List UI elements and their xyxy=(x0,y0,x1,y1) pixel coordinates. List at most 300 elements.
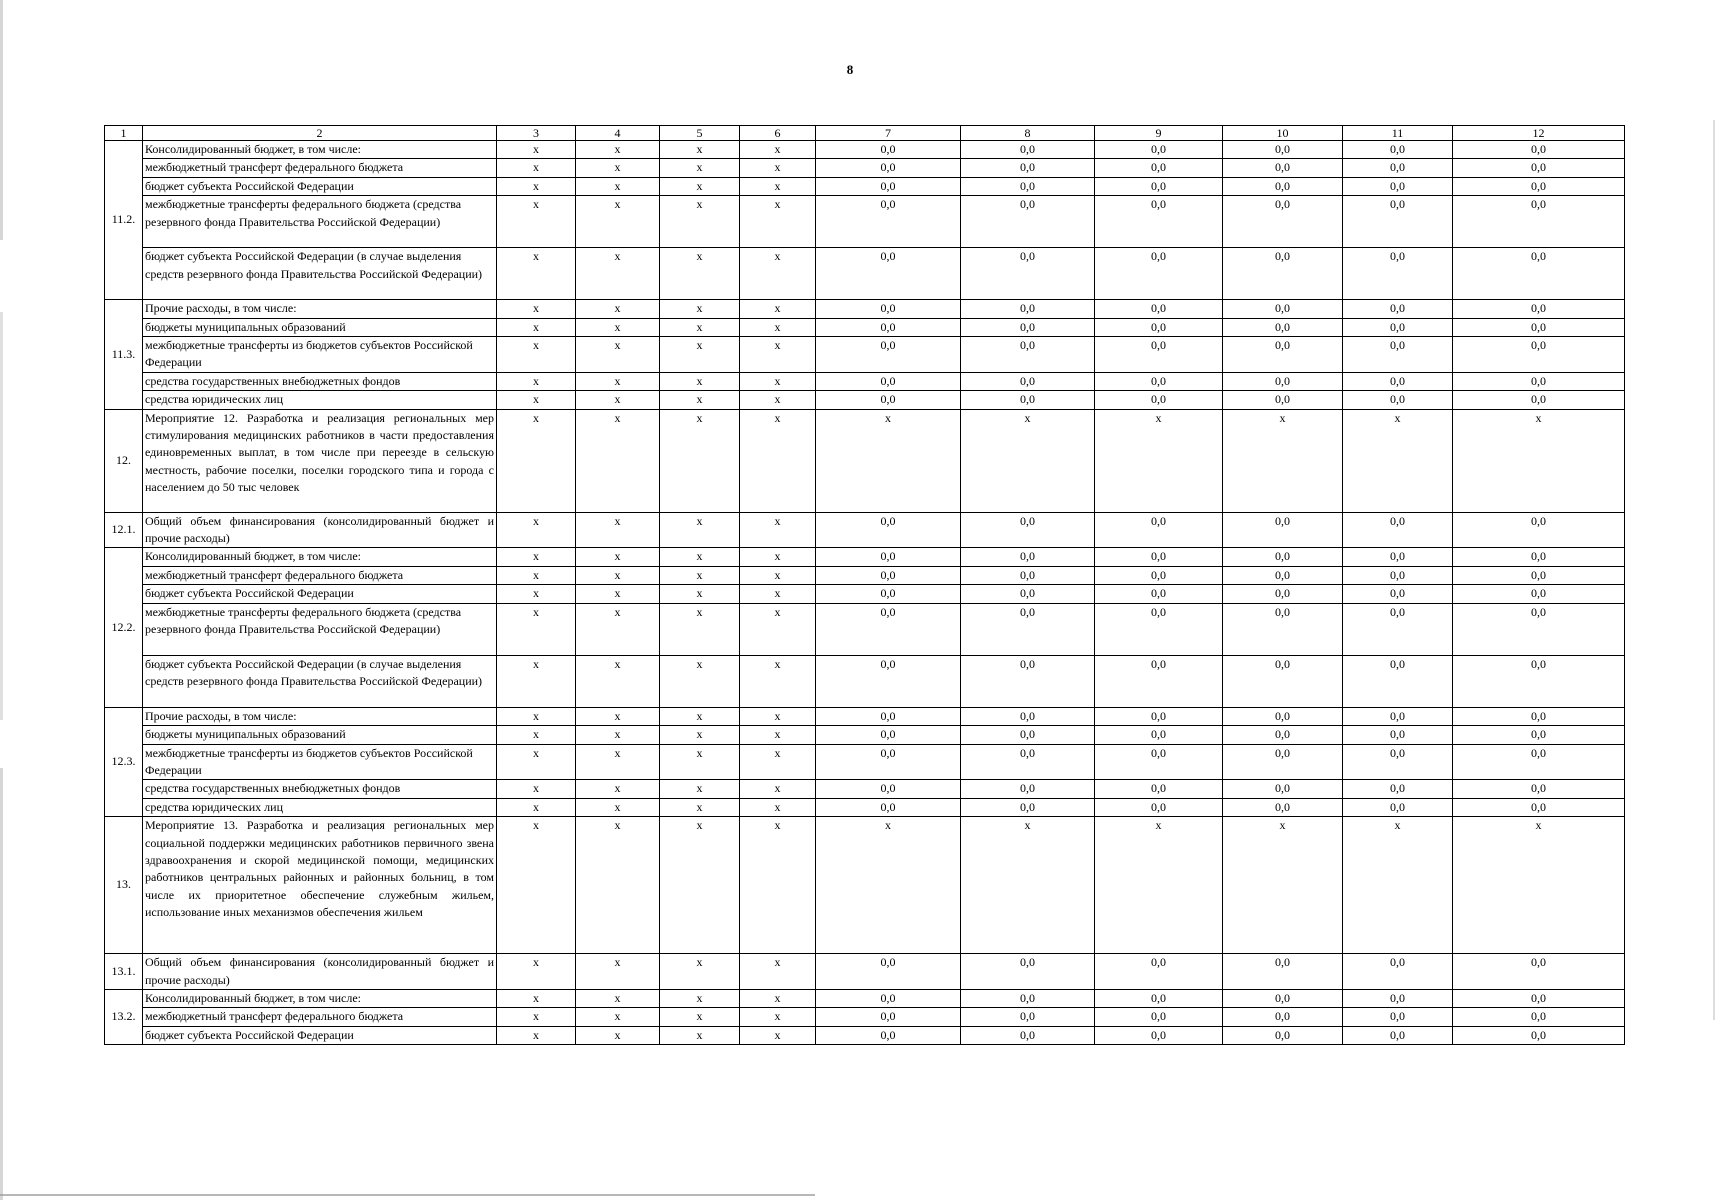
value-cell: 0,0 xyxy=(1223,159,1343,177)
value-cell: x xyxy=(660,726,740,744)
value-cell: x xyxy=(497,1008,576,1026)
value-cell: 0,0 xyxy=(1343,798,1453,816)
value-cell: 0,0 xyxy=(1095,603,1223,655)
value-cell: 0,0 xyxy=(816,512,961,548)
value-cell: x xyxy=(740,585,816,603)
value-cell: 0,0 xyxy=(961,780,1095,798)
value-cell: 0,0 xyxy=(961,548,1095,566)
value-cell: x xyxy=(576,989,660,1007)
value-cell: x xyxy=(497,337,576,373)
value-cell: 0,0 xyxy=(816,744,961,780)
value-cell: x xyxy=(816,409,961,512)
value-cell: 0,0 xyxy=(961,177,1095,195)
value-cell: x xyxy=(497,655,576,707)
value-cell: x xyxy=(740,707,816,725)
value-cell: 0,0 xyxy=(1223,566,1343,584)
value-cell: x xyxy=(497,372,576,390)
value-cell: 0,0 xyxy=(1343,512,1453,548)
value-cell: 0,0 xyxy=(961,707,1095,725)
value-cell: 0,0 xyxy=(961,512,1095,548)
value-cell: 0,0 xyxy=(1095,337,1223,373)
item-description: бюджет субъекта Российской Федерации xyxy=(143,177,497,195)
value-cell: x xyxy=(576,603,660,655)
table-row xyxy=(105,248,1625,300)
value-cell: x xyxy=(497,566,576,584)
item-description: межбюджетные трансферты федерального бюджета (средства резервного фонда Правительства Российской Федерации) xyxy=(143,196,497,248)
page-number: 8 xyxy=(846,62,854,77)
item-description: Мероприятие 12. Разработка и реализация региональных мер стимулирования медицинских работников в части предоставления единовременных выплат, в том числе при переезде в сельскую местность, рабочие поселки, поселки городского типа и города с населением до 50 тыс человек xyxy=(143,409,497,512)
table-row xyxy=(105,655,1625,707)
value-cell: x xyxy=(660,196,740,248)
scan-edge-right xyxy=(1713,120,1715,1020)
item-description: средства юридических лиц xyxy=(143,798,497,816)
value-cell: 0,0 xyxy=(816,989,961,1007)
value-cell: x xyxy=(740,409,816,512)
value-cell: x xyxy=(660,989,740,1007)
value-cell: 0,0 xyxy=(1223,548,1343,566)
item-description: бюджеты муниципальных образований xyxy=(143,726,497,744)
value-cell: 0,0 xyxy=(961,372,1095,390)
value-cell: x xyxy=(660,655,740,707)
value-cell: 0,0 xyxy=(1223,954,1343,990)
value-cell: 0,0 xyxy=(1095,512,1223,548)
value-cell: x xyxy=(1095,817,1223,954)
value-cell: 0,0 xyxy=(1223,1026,1343,1044)
value-cell: 0,0 xyxy=(961,141,1095,159)
value-cell: 0,0 xyxy=(1343,585,1453,603)
scan-edge-left xyxy=(0,0,3,1200)
value-cell: x xyxy=(576,409,660,512)
item-description: Общий объем финансирования (консолидированный бюджет и прочие расходы) xyxy=(143,954,497,990)
value-cell: x xyxy=(576,655,660,707)
value-cell: x xyxy=(1343,409,1453,512)
value-cell: 0,0 xyxy=(961,744,1095,780)
value-cell: 0,0 xyxy=(1095,726,1223,744)
value-cell: 0,0 xyxy=(1453,248,1625,300)
value-cell: x xyxy=(660,707,740,725)
value-cell: 0,0 xyxy=(1343,177,1453,195)
value-cell: 0,0 xyxy=(1223,196,1343,248)
value-cell: 0,0 xyxy=(1343,655,1453,707)
value-cell: 0,0 xyxy=(1095,548,1223,566)
value-cell: 0,0 xyxy=(961,798,1095,816)
value-cell: 0,0 xyxy=(1343,548,1453,566)
value-cell: x xyxy=(497,817,576,954)
value-cell: x xyxy=(660,954,740,990)
value-cell: x xyxy=(740,1026,816,1044)
value-cell: 0,0 xyxy=(1223,1008,1343,1026)
header-cell: 3 xyxy=(497,126,576,141)
item-number: 12.3. xyxy=(105,707,143,816)
value-cell: 0,0 xyxy=(1453,196,1625,248)
value-cell: x xyxy=(576,177,660,195)
value-cell: 0,0 xyxy=(1223,300,1343,318)
value-cell: 0,0 xyxy=(816,798,961,816)
value-cell: x xyxy=(497,548,576,566)
value-cell: x xyxy=(576,159,660,177)
value-cell: 0,0 xyxy=(1343,1008,1453,1026)
value-cell: 0,0 xyxy=(961,726,1095,744)
value-cell: 0,0 xyxy=(1095,372,1223,390)
value-cell: 0,0 xyxy=(1453,585,1625,603)
item-number: 11.2. xyxy=(105,141,143,300)
value-cell: 0,0 xyxy=(1095,798,1223,816)
value-cell: x xyxy=(576,337,660,373)
header-cell: 6 xyxy=(740,126,816,141)
value-cell: x xyxy=(740,141,816,159)
table-row xyxy=(105,318,1625,336)
value-cell: 0,0 xyxy=(1453,177,1625,195)
value-cell: 0,0 xyxy=(1453,300,1625,318)
value-cell: 0,0 xyxy=(816,548,961,566)
item-number: 13.2. xyxy=(105,989,143,1044)
value-cell: x xyxy=(497,744,576,780)
value-cell: 0,0 xyxy=(1095,1026,1223,1044)
item-description: бюджет субъекта Российской Федерации (в случае выделения средств резервного фонда Правительства Российской Федерации) xyxy=(143,655,497,707)
table-row xyxy=(105,585,1625,603)
value-cell: 0,0 xyxy=(1223,141,1343,159)
item-description: средства юридических лиц xyxy=(143,391,497,409)
table-row xyxy=(105,337,1625,373)
value-cell: 0,0 xyxy=(1343,989,1453,1007)
table-row xyxy=(105,512,1625,548)
value-cell: x xyxy=(740,372,816,390)
value-cell: 0,0 xyxy=(816,707,961,725)
value-cell: 0,0 xyxy=(961,159,1095,177)
item-description: средства государственных внебюджетных фондов xyxy=(143,372,497,390)
value-cell: x xyxy=(497,1026,576,1044)
value-cell: x xyxy=(740,954,816,990)
value-cell: x xyxy=(740,989,816,1007)
value-cell: x xyxy=(497,409,576,512)
value-cell: 0,0 xyxy=(1453,780,1625,798)
value-cell: 0,0 xyxy=(1453,726,1625,744)
value-cell: 0,0 xyxy=(1095,707,1223,725)
value-cell: x xyxy=(660,603,740,655)
header-cell: 9 xyxy=(1095,126,1223,141)
value-cell: x xyxy=(576,726,660,744)
value-cell: 0,0 xyxy=(1223,744,1343,780)
value-cell: 0,0 xyxy=(816,300,961,318)
item-description: Общий объем финансирования (консолидированный бюджет и прочие расходы) xyxy=(143,512,497,548)
value-cell: x xyxy=(660,372,740,390)
item-description: Консолидированный бюджет, в том числе: xyxy=(143,141,497,159)
value-cell: 0,0 xyxy=(961,391,1095,409)
value-cell: 0,0 xyxy=(1453,512,1625,548)
value-cell: 0,0 xyxy=(816,248,961,300)
value-cell: 0,0 xyxy=(1343,318,1453,336)
value-cell: 0,0 xyxy=(816,141,961,159)
header-cell: 10 xyxy=(1223,126,1343,141)
item-number: 11.3. xyxy=(105,300,143,409)
header-cell: 12 xyxy=(1453,126,1625,141)
value-cell: 0,0 xyxy=(1095,196,1223,248)
value-cell: 0,0 xyxy=(1453,548,1625,566)
value-cell: x xyxy=(1343,817,1453,954)
value-cell: 0,0 xyxy=(1223,603,1343,655)
value-cell: x xyxy=(740,566,816,584)
value-cell: 0,0 xyxy=(1453,318,1625,336)
value-cell: 0,0 xyxy=(1343,391,1453,409)
value-cell: 0,0 xyxy=(961,603,1095,655)
value-cell: x xyxy=(497,196,576,248)
table-row xyxy=(105,566,1625,584)
value-cell: 0,0 xyxy=(1453,798,1625,816)
value-cell: 0,0 xyxy=(961,248,1095,300)
value-cell: 0,0 xyxy=(816,603,961,655)
scan-edge-bottom xyxy=(0,1194,815,1196)
item-number: 12. xyxy=(105,409,143,512)
value-cell: 0,0 xyxy=(816,1026,961,1044)
value-cell: 0,0 xyxy=(816,159,961,177)
item-description: межбюджетный трансферт федерального бюджета xyxy=(143,159,497,177)
value-cell: x xyxy=(497,603,576,655)
value-cell: x xyxy=(740,177,816,195)
value-cell: x xyxy=(1095,409,1223,512)
value-cell: x xyxy=(740,196,816,248)
value-cell: 0,0 xyxy=(1223,318,1343,336)
item-description: межбюджетный трансферт федерального бюджета xyxy=(143,1008,497,1026)
value-cell: 0,0 xyxy=(1343,566,1453,584)
value-cell: x xyxy=(576,585,660,603)
value-cell: 0,0 xyxy=(1343,1026,1453,1044)
item-description: бюджеты муниципальных образований xyxy=(143,318,497,336)
value-cell: x xyxy=(1223,409,1343,512)
value-cell: x xyxy=(740,318,816,336)
table-row xyxy=(105,159,1625,177)
value-cell: 0,0 xyxy=(1343,707,1453,725)
header-cell: 8 xyxy=(961,126,1095,141)
table-row xyxy=(105,548,1625,566)
table-row xyxy=(105,1026,1625,1044)
value-cell: 0,0 xyxy=(1453,1008,1625,1026)
table-row xyxy=(105,177,1625,195)
value-cell: 0,0 xyxy=(1343,372,1453,390)
value-cell: 0,0 xyxy=(816,337,961,373)
value-cell: x xyxy=(497,159,576,177)
table-row xyxy=(105,300,1625,318)
value-cell: 0,0 xyxy=(961,585,1095,603)
value-cell: 0,0 xyxy=(1343,159,1453,177)
value-cell: x xyxy=(740,391,816,409)
table-row xyxy=(105,409,1625,512)
value-cell: x xyxy=(497,318,576,336)
value-cell: x xyxy=(497,707,576,725)
value-cell: x xyxy=(660,566,740,584)
value-cell: 0,0 xyxy=(816,318,961,336)
value-cell: x xyxy=(660,1008,740,1026)
value-cell: x xyxy=(740,512,816,548)
value-cell: x xyxy=(576,1026,660,1044)
value-cell: 0,0 xyxy=(1343,337,1453,373)
value-cell: x xyxy=(497,954,576,990)
value-cell: x xyxy=(660,817,740,954)
value-cell: x xyxy=(497,248,576,300)
value-cell: 0,0 xyxy=(1095,141,1223,159)
value-cell: x xyxy=(740,780,816,798)
value-cell: 0,0 xyxy=(961,954,1095,990)
value-cell: x xyxy=(497,989,576,1007)
value-cell: x xyxy=(740,744,816,780)
value-cell: 0,0 xyxy=(1453,337,1625,373)
value-cell: 0,0 xyxy=(1095,318,1223,336)
value-cell: 0,0 xyxy=(961,1026,1095,1044)
value-cell: x xyxy=(660,548,740,566)
value-cell: x xyxy=(576,744,660,780)
header-cell: 4 xyxy=(576,126,660,141)
value-cell: x xyxy=(497,585,576,603)
value-cell: 0,0 xyxy=(1343,196,1453,248)
value-cell: 0,0 xyxy=(1343,248,1453,300)
item-description: средства государственных внебюджетных фондов xyxy=(143,780,497,798)
budget-table xyxy=(104,125,1625,1045)
value-cell: x xyxy=(497,512,576,548)
value-cell: x xyxy=(660,248,740,300)
value-cell: 0,0 xyxy=(816,391,961,409)
value-cell: 0,0 xyxy=(961,655,1095,707)
header-row xyxy=(105,126,1625,141)
value-cell: x xyxy=(660,337,740,373)
value-cell: 0,0 xyxy=(961,337,1095,373)
value-cell: 0,0 xyxy=(961,318,1095,336)
value-cell: 0,0 xyxy=(1453,1026,1625,1044)
value-cell: 0,0 xyxy=(1453,159,1625,177)
value-cell: 0,0 xyxy=(1223,780,1343,798)
item-description: Мероприятие 13. Разработка и реализация региональных мер социальной поддержки медицинских работников первичного звена здравоохранения и скорой медицинской помощи, медицинских работников центральных районных и районных больниц, в том числе их приоритетное обеспечение служебным жильем, использование иных механизмов обеспечения жильем xyxy=(143,817,497,954)
value-cell: 0,0 xyxy=(1453,655,1625,707)
value-cell: x xyxy=(576,300,660,318)
value-cell: 0,0 xyxy=(1095,391,1223,409)
table-row xyxy=(105,141,1625,159)
value-cell: 0,0 xyxy=(1223,391,1343,409)
value-cell: 0,0 xyxy=(1095,954,1223,990)
value-cell: x xyxy=(740,817,816,954)
value-cell: 0,0 xyxy=(961,989,1095,1007)
value-cell: x xyxy=(576,954,660,990)
value-cell: x xyxy=(740,300,816,318)
value-cell: 0,0 xyxy=(961,196,1095,248)
value-cell: x xyxy=(740,1008,816,1026)
value-cell: 0,0 xyxy=(1095,300,1223,318)
value-cell: 0,0 xyxy=(1095,655,1223,707)
value-cell: x xyxy=(497,798,576,816)
value-cell: 0,0 xyxy=(816,1008,961,1026)
value-cell: x xyxy=(961,409,1095,512)
value-cell: 0,0 xyxy=(816,372,961,390)
value-cell: 0,0 xyxy=(1223,707,1343,725)
value-cell: x xyxy=(740,337,816,373)
item-description: бюджет субъекта Российской Федерации xyxy=(143,585,497,603)
item-description: межбюджетные трансферты из бюджетов субъектов Российской Федерации xyxy=(143,744,497,780)
value-cell: 0,0 xyxy=(1095,248,1223,300)
value-cell: x xyxy=(740,603,816,655)
value-cell: x xyxy=(576,196,660,248)
item-description: межбюджетные трансферты из бюджетов субъектов Российской Федерации xyxy=(143,337,497,373)
value-cell: x xyxy=(497,300,576,318)
value-cell: x xyxy=(576,548,660,566)
table-row xyxy=(105,707,1625,725)
value-cell: x xyxy=(497,141,576,159)
value-cell: 0,0 xyxy=(1223,372,1343,390)
value-cell: 0,0 xyxy=(1223,726,1343,744)
value-cell: 0,0 xyxy=(816,780,961,798)
header-cell: 5 xyxy=(660,126,740,141)
value-cell: x xyxy=(1223,817,1343,954)
value-cell: 0,0 xyxy=(1343,300,1453,318)
value-cell: x xyxy=(740,726,816,744)
value-cell: x xyxy=(1453,817,1625,954)
value-cell: 0,0 xyxy=(1095,566,1223,584)
value-cell: 0,0 xyxy=(961,566,1095,584)
value-cell: 0,0 xyxy=(1343,954,1453,990)
value-cell: x xyxy=(576,780,660,798)
value-cell: 0,0 xyxy=(1343,726,1453,744)
value-cell: 0,0 xyxy=(1223,177,1343,195)
value-cell: 0,0 xyxy=(816,585,961,603)
value-cell: 0,0 xyxy=(1095,585,1223,603)
value-cell: 0,0 xyxy=(961,1008,1095,1026)
value-cell: x xyxy=(660,744,740,780)
value-cell: x xyxy=(740,548,816,566)
value-cell: x xyxy=(497,780,576,798)
value-cell: 0,0 xyxy=(1223,798,1343,816)
value-cell: x xyxy=(576,141,660,159)
value-cell: 0,0 xyxy=(1095,159,1223,177)
table-row xyxy=(105,817,1625,954)
value-cell: x xyxy=(576,318,660,336)
value-cell: x xyxy=(660,585,740,603)
item-description: Консолидированный бюджет, в том числе: xyxy=(143,548,497,566)
item-description: бюджет субъекта Российской Федерации (в случае выделения средств резервного фонда Правительства Российской Федерации) xyxy=(143,248,497,300)
item-number: 12.2. xyxy=(105,548,143,707)
value-cell: x xyxy=(816,817,961,954)
value-cell: 0,0 xyxy=(1095,744,1223,780)
value-cell: 0,0 xyxy=(1223,512,1343,548)
value-cell: x xyxy=(497,391,576,409)
table-row xyxy=(105,726,1625,744)
value-cell: x xyxy=(576,798,660,816)
value-cell: 0,0 xyxy=(1453,372,1625,390)
value-cell: x xyxy=(660,512,740,548)
value-cell: x xyxy=(660,300,740,318)
value-cell: 0,0 xyxy=(961,300,1095,318)
value-cell: 0,0 xyxy=(1453,603,1625,655)
value-cell: 0,0 xyxy=(816,566,961,584)
header-cell: 1 xyxy=(105,126,143,141)
value-cell: 0,0 xyxy=(1343,744,1453,780)
value-cell: 0,0 xyxy=(1095,780,1223,798)
value-cell: 0,0 xyxy=(816,177,961,195)
header-cell: 2 xyxy=(143,126,497,141)
value-cell: x xyxy=(660,391,740,409)
value-cell: 0,0 xyxy=(1453,391,1625,409)
value-cell: x xyxy=(961,817,1095,954)
item-description: межбюджетные трансферты федерального бюджета (средства резервного фонда Правительства Российской Федерации) xyxy=(143,603,497,655)
item-number: 13. xyxy=(105,817,143,954)
value-cell: x xyxy=(660,409,740,512)
table-row xyxy=(105,744,1625,780)
value-cell: x xyxy=(576,372,660,390)
value-cell: x xyxy=(660,1026,740,1044)
value-cell: 0,0 xyxy=(1343,603,1453,655)
value-cell: 0,0 xyxy=(1343,780,1453,798)
value-cell: x xyxy=(740,655,816,707)
item-number: 12.1. xyxy=(105,512,143,548)
value-cell: 0,0 xyxy=(1095,989,1223,1007)
value-cell: 0,0 xyxy=(1453,989,1625,1007)
value-cell: 0,0 xyxy=(1095,177,1223,195)
value-cell: x xyxy=(740,159,816,177)
